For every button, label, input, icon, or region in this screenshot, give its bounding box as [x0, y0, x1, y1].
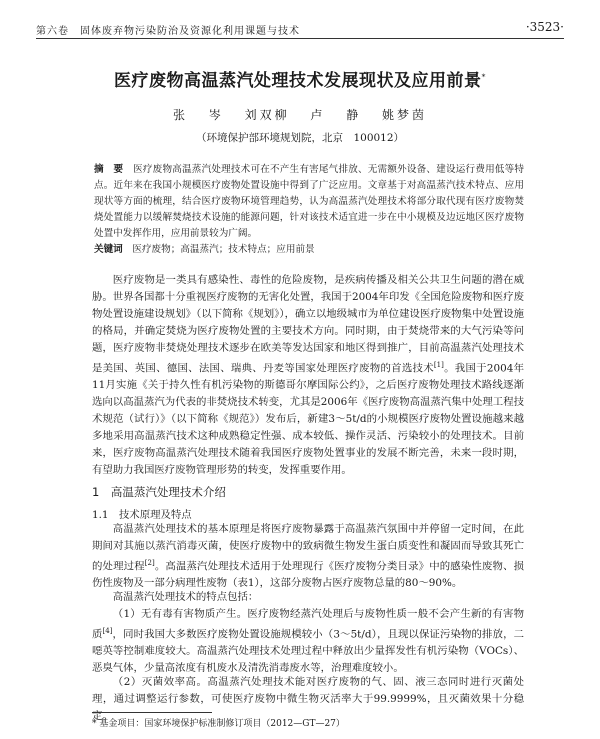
principle-text: 高温蒸汽处理技术的基本原理是将医疗废物暴露于高温蒸汽氛围中并停留一定时间，在此期间对其施以蒸汽消毒灭菌，使医疗废物中的致病微生物发生蛋白质变性和凝固而导致其死亡的处理过程	[92, 523, 524, 573]
intro-text-1: 医疗废物是一类具有感染性、毒性的危险废物，是疾病传播及相关公共卫生问题的潜在威胁。世界各国都十分重视医疗废物的无害化处置，我国于2004年印发《全国危险废物和医疗废物处置设施建设规划》（以下简称《规划》），确立以地级城市为单位建设医疗废物集中处置设施的格局，并确定焚烧为医疗废物处置的主要技术方向。同时期，由于焚烧带来的大气污染等问题，医疗废物非焚烧处理技术逐步在欧美等发达国家和地区得到推广，目前高温蒸汽处理技术是美国、英国、德国、法国、瑞典、丹麦等国家处理医疗废物的首选技术	[92, 274, 524, 375]
ref-1: [1]	[433, 361, 444, 369]
principle-paragraph	[92, 521, 524, 592]
intro-text-2: 实施《关于持久性有机污染物的斯德哥尔摩国际公约》，之后医疗废物处理技术路线逐渐选向以高温蒸汽为代表的非焚烧技术转变，尤其是2006年《医疗废物高温蒸汽集中处理工程技术规范（试行）》（以下简称《规范》）发布后，新建3～5t/d的小规模医疗废物处置设施越来越多地采用高温蒸汽技术这种成熟稳定性强、成本较低、操作灵活、污染较小的处理技术。目前来，医疗废物高温蒸汽处理技术随着我国医疗废物处置事业的发展不断完善，未来一段时期，有望助力我国医疗废物管理形势的转变，发挥重要作用。	[92, 379, 524, 477]
ref-3: [4]	[102, 627, 113, 635]
keywords-label: 关键词	[94, 244, 123, 255]
keywords	[94, 242, 524, 258]
features-intro: 高温蒸汽处理技术的特点包括：	[112, 591, 259, 603]
feature-1-tail: ，同时我国大多数医疗废物处置设施规模较小（3～5t/d），且现以保证污染物的排放，二噁英等控制难度较大。高温蒸汽处理技术处理过程中释放出少量挥发性有机污染物（VOCs）、恶臭气体，少量高浓度有机废水及清洗消毒废水等，治理难度较小。	[92, 628, 524, 675]
intro-ref-tail: 。我国于2004年11月	[92, 362, 524, 392]
title-footnote-mark: *	[481, 72, 486, 82]
page-number: ·3523·	[525, 20, 564, 34]
section-1-heading: 1 高温蒸汽处理技术介绍	[92, 485, 226, 499]
footnote-divider	[92, 712, 212, 713]
keywords-text: 医疗废物；高温蒸汽；技术特点；应用前景	[132, 244, 315, 255]
running-header	[36, 20, 564, 39]
principle-tail: 。高温蒸汽处理技术适用于处理现行《医疗废物分类目录》中的感染性废物、损伤性废物及一部分病理性废物（表1），这部分废物占医疗废物总量的80～90%。	[92, 560, 525, 590]
authors: 张 岑 刘双柳 卢 静 姚梦茵	[172, 108, 428, 122]
ref-2: [2]	[144, 559, 155, 567]
abstract	[94, 162, 524, 242]
feature-1-text: （1）无有毒有害物质产生。医疗废物经蒸汽处理后与废物性质一般不会产生新的有害物质	[92, 608, 524, 641]
feature-1-paragraph	[92, 606, 524, 677]
footnote: * 基金项目：国家环境保护标准制修订项目（2012—GT—27）	[92, 719, 345, 729]
feature-2-paragraph: （2）灭菌效率高。高温蒸汽处理技术能对医疗废物的气、固、液三态同时进行灭菌处理，通过调整运行参数，可使医疗废物中微生物灭活率大于99.9999%，且灭菌效果十分稳定。	[92, 676, 524, 722]
paper-title	[0, 66, 600, 91]
header-left: 第六卷 固体废弃物污染防治及资源化利用课题与技术	[36, 26, 300, 37]
title-text: 医疗废物高温蒸汽处理技术发展现状及应用前景	[114, 71, 482, 91]
affiliation: （环境保护部环境规划院，北京 100012）	[195, 132, 405, 144]
abstract-text: 医疗废物高温蒸汽处理技术可在不产生有害尾气排放、无需额外设备、建设运行费用低等特点。近年来在我国小规模医疗废物处置设施中得到了广泛应用。文章基于对高温蒸汽技术特点、应用现状等方面的梳理，结合医疗废物环境管理趋势，认为高温蒸汽处理技术将部分取代现有医疗废物焚烧处置能力以缓解焚烧技术设施的能源问题，针对该技术适宜进一步在中小规模及边远地区医疗废物处置中发挥作用，应用前景较为广阔。	[94, 164, 525, 239]
subsection-1-1-heading: 1.1 技术原理及特点	[92, 509, 192, 521]
abstract-label: 摘 要	[94, 164, 124, 175]
intro-paragraph	[92, 272, 524, 479]
